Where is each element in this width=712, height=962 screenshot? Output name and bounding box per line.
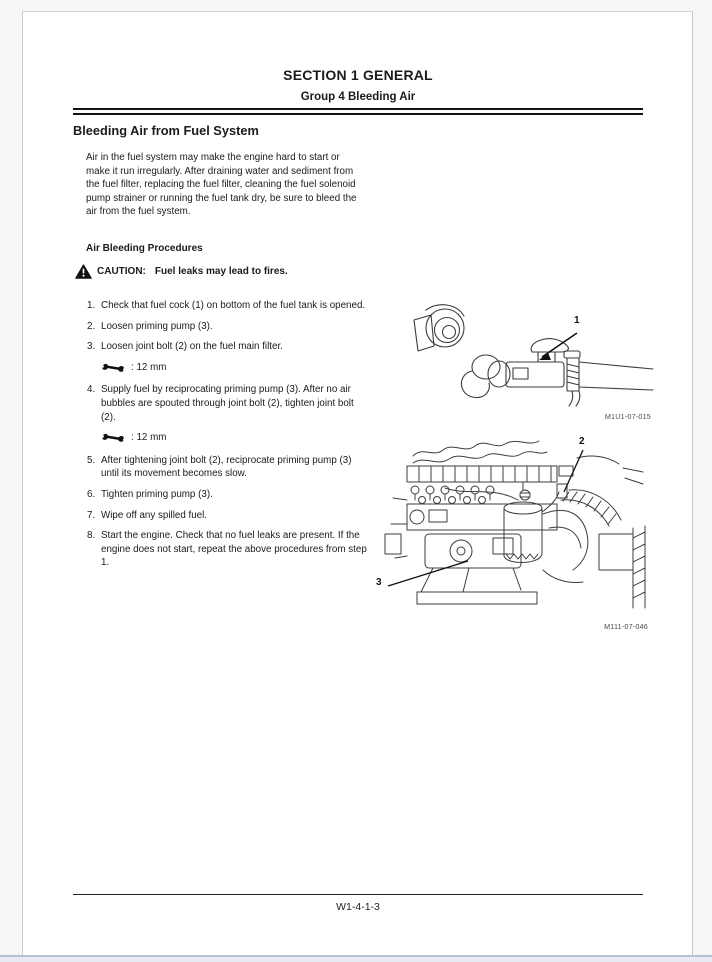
step-number: 1.	[87, 300, 96, 311]
tool-spec	[101, 431, 369, 445]
fuel-cock-figure	[401, 295, 659, 421]
section-title: SECTION 1 GENERAL	[283, 67, 433, 83]
step-text: Tighten priming pump (3).	[101, 488, 213, 500]
step-number: 8.	[87, 530, 96, 542]
procedures-heading: Air Bleeding Procedures	[86, 243, 203, 254]
step-number: 4.	[87, 384, 96, 396]
footer-rule	[73, 894, 643, 895]
manual-page	[22, 11, 693, 955]
figure-callout-1: 1	[574, 315, 580, 326]
tool-spec-text: : 12 mm	[131, 432, 167, 444]
engine-figure	[373, 438, 666, 631]
step-item	[87, 340, 369, 354]
step-item	[87, 383, 369, 424]
step-number: 5.	[87, 454, 96, 466]
step-item	[87, 299, 369, 313]
figure-caption: M111-07-046	[604, 622, 648, 631]
engine-drawing	[373, 438, 666, 618]
intro-paragraph: Air in the fuel system may make the engine hard to start or make it run irregularly. After draining water and sediment from the fuel filter, replacing the fuel filter, cleaning the fuel solenoid pump strainer or running the fuel tank dry, be sure to bleed the air from the fuel system.	[86, 152, 357, 218]
step-number: 3.	[87, 341, 96, 353]
caution-label: CAUTION:	[97, 266, 146, 277]
tool-spec	[101, 361, 369, 375]
step-text: Loosen joint bolt (2) on the fuel main filter.	[101, 341, 283, 353]
procedure-steps	[87, 299, 369, 577]
tool-spec-text: : 12 mm	[131, 361, 167, 373]
step-text: Supply fuel by reciprocating priming pump (3). After no air bubbles are spouted through joint bolt (2), tighten joint bolt (2).	[101, 384, 354, 423]
step-text: Loosen priming pump (3).	[101, 320, 213, 332]
window-bottom-edge	[0, 955, 712, 962]
header-double-rule	[73, 108, 643, 115]
step-item	[87, 454, 369, 481]
step-number: 7.	[87, 509, 96, 521]
wrench-icon	[101, 363, 126, 373]
step-item	[87, 488, 369, 502]
fuel-cock-drawing	[401, 295, 659, 407]
figure-caption: M1U1-07-015	[604, 412, 651, 421]
group-title: Group 4 Bleeding Air	[300, 91, 416, 103]
caution-text: Fuel leaks may lead to fires.	[154, 266, 288, 277]
page-number: W1-4-1-3	[336, 901, 380, 913]
step-text: Wipe off any spilled fuel.	[101, 509, 208, 521]
step-item	[87, 320, 369, 334]
caution-note	[75, 264, 395, 279]
step-item	[87, 509, 369, 523]
step-text: After tightening joint bolt (2), reciprocate priming pump (3) until its movement becomes slow.	[101, 454, 352, 480]
wrench-icon	[101, 433, 126, 443]
step-number: 2.	[87, 320, 96, 332]
page-title: Bleeding Air from Fuel System	[73, 123, 259, 138]
step-number: 6.	[87, 488, 96, 500]
warning-triangle-icon	[75, 264, 92, 279]
step-text: Check that fuel cock (1) on bottom of the fuel tank is opened.	[101, 300, 366, 311]
figure-callout-3: 3	[376, 577, 382, 588]
figure-callout-2: 2	[579, 436, 585, 447]
step-item	[87, 529, 369, 570]
step-text: Start the engine. Check that no fuel leaks are present. If the engine does not start, repeat the above procedures from step 1.	[101, 530, 367, 569]
